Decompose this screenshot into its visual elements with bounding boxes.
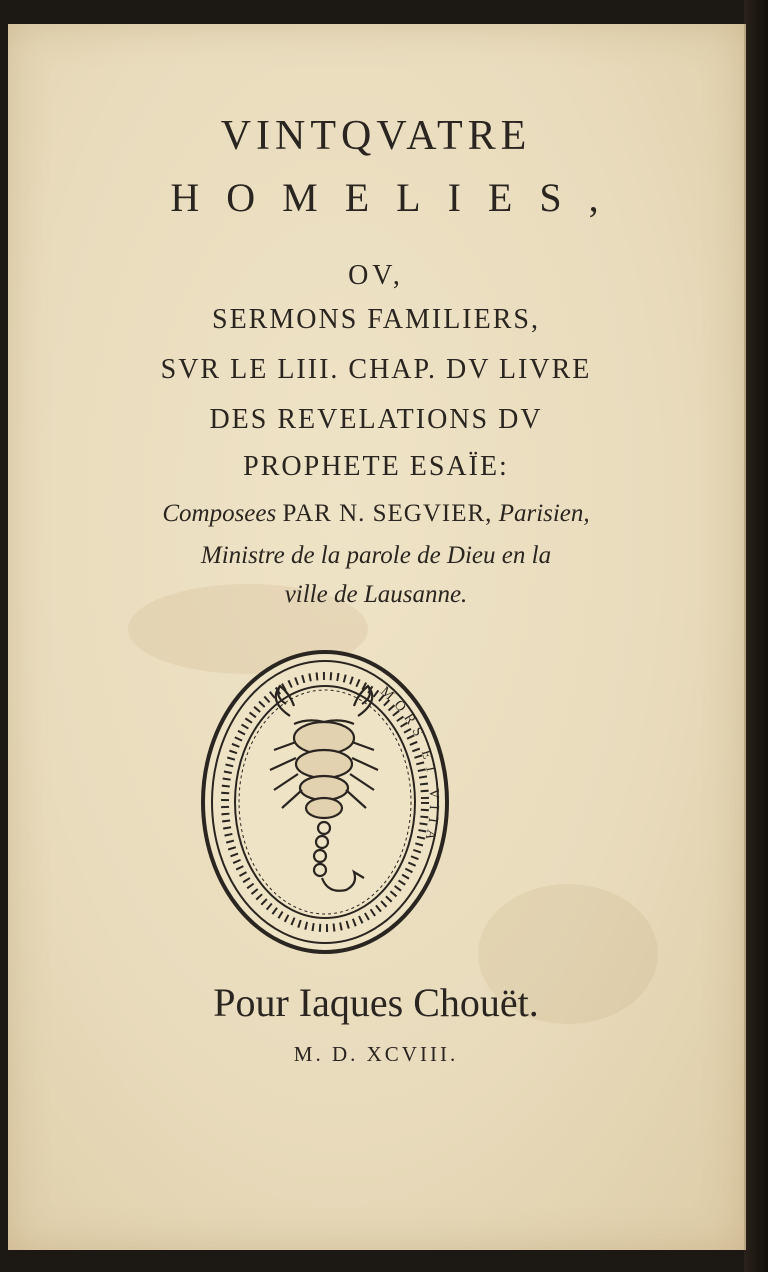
title-line-2: HOMELIES, bbox=[170, 175, 626, 220]
printers-mark-scorpion-icon bbox=[198, 646, 452, 958]
title-line-5: SVR LE LIII. CHAP. DV LIVRE bbox=[160, 354, 592, 385]
title-line-7: PROPHETE ESAÏE: bbox=[243, 451, 509, 482]
author-origin: Parisien, bbox=[498, 500, 590, 527]
author-composees: Composees bbox=[162, 500, 277, 527]
title-line-4: SERMONS FAMILIERS, bbox=[212, 304, 540, 335]
title-line-1: VINTQVATRE bbox=[220, 113, 532, 159]
author-place-line: ville de Lausanne. bbox=[284, 581, 468, 608]
author-name: PAR N. SEGVIER, bbox=[282, 500, 493, 527]
imprint-year: M. D. XCVIII. bbox=[293, 1042, 459, 1066]
title-line-6: DES REVELATIONS DV bbox=[209, 404, 543, 435]
author-line bbox=[8, 500, 744, 528]
author-role-line: Ministre de la parole de Dieu en la bbox=[200, 542, 552, 569]
publisher-line: Pour Iaques Chouët. bbox=[213, 980, 539, 1025]
title-page bbox=[8, 24, 746, 1250]
title-line-3: OV, bbox=[348, 260, 404, 291]
motto-text: MORS ET VITA bbox=[377, 684, 442, 848]
